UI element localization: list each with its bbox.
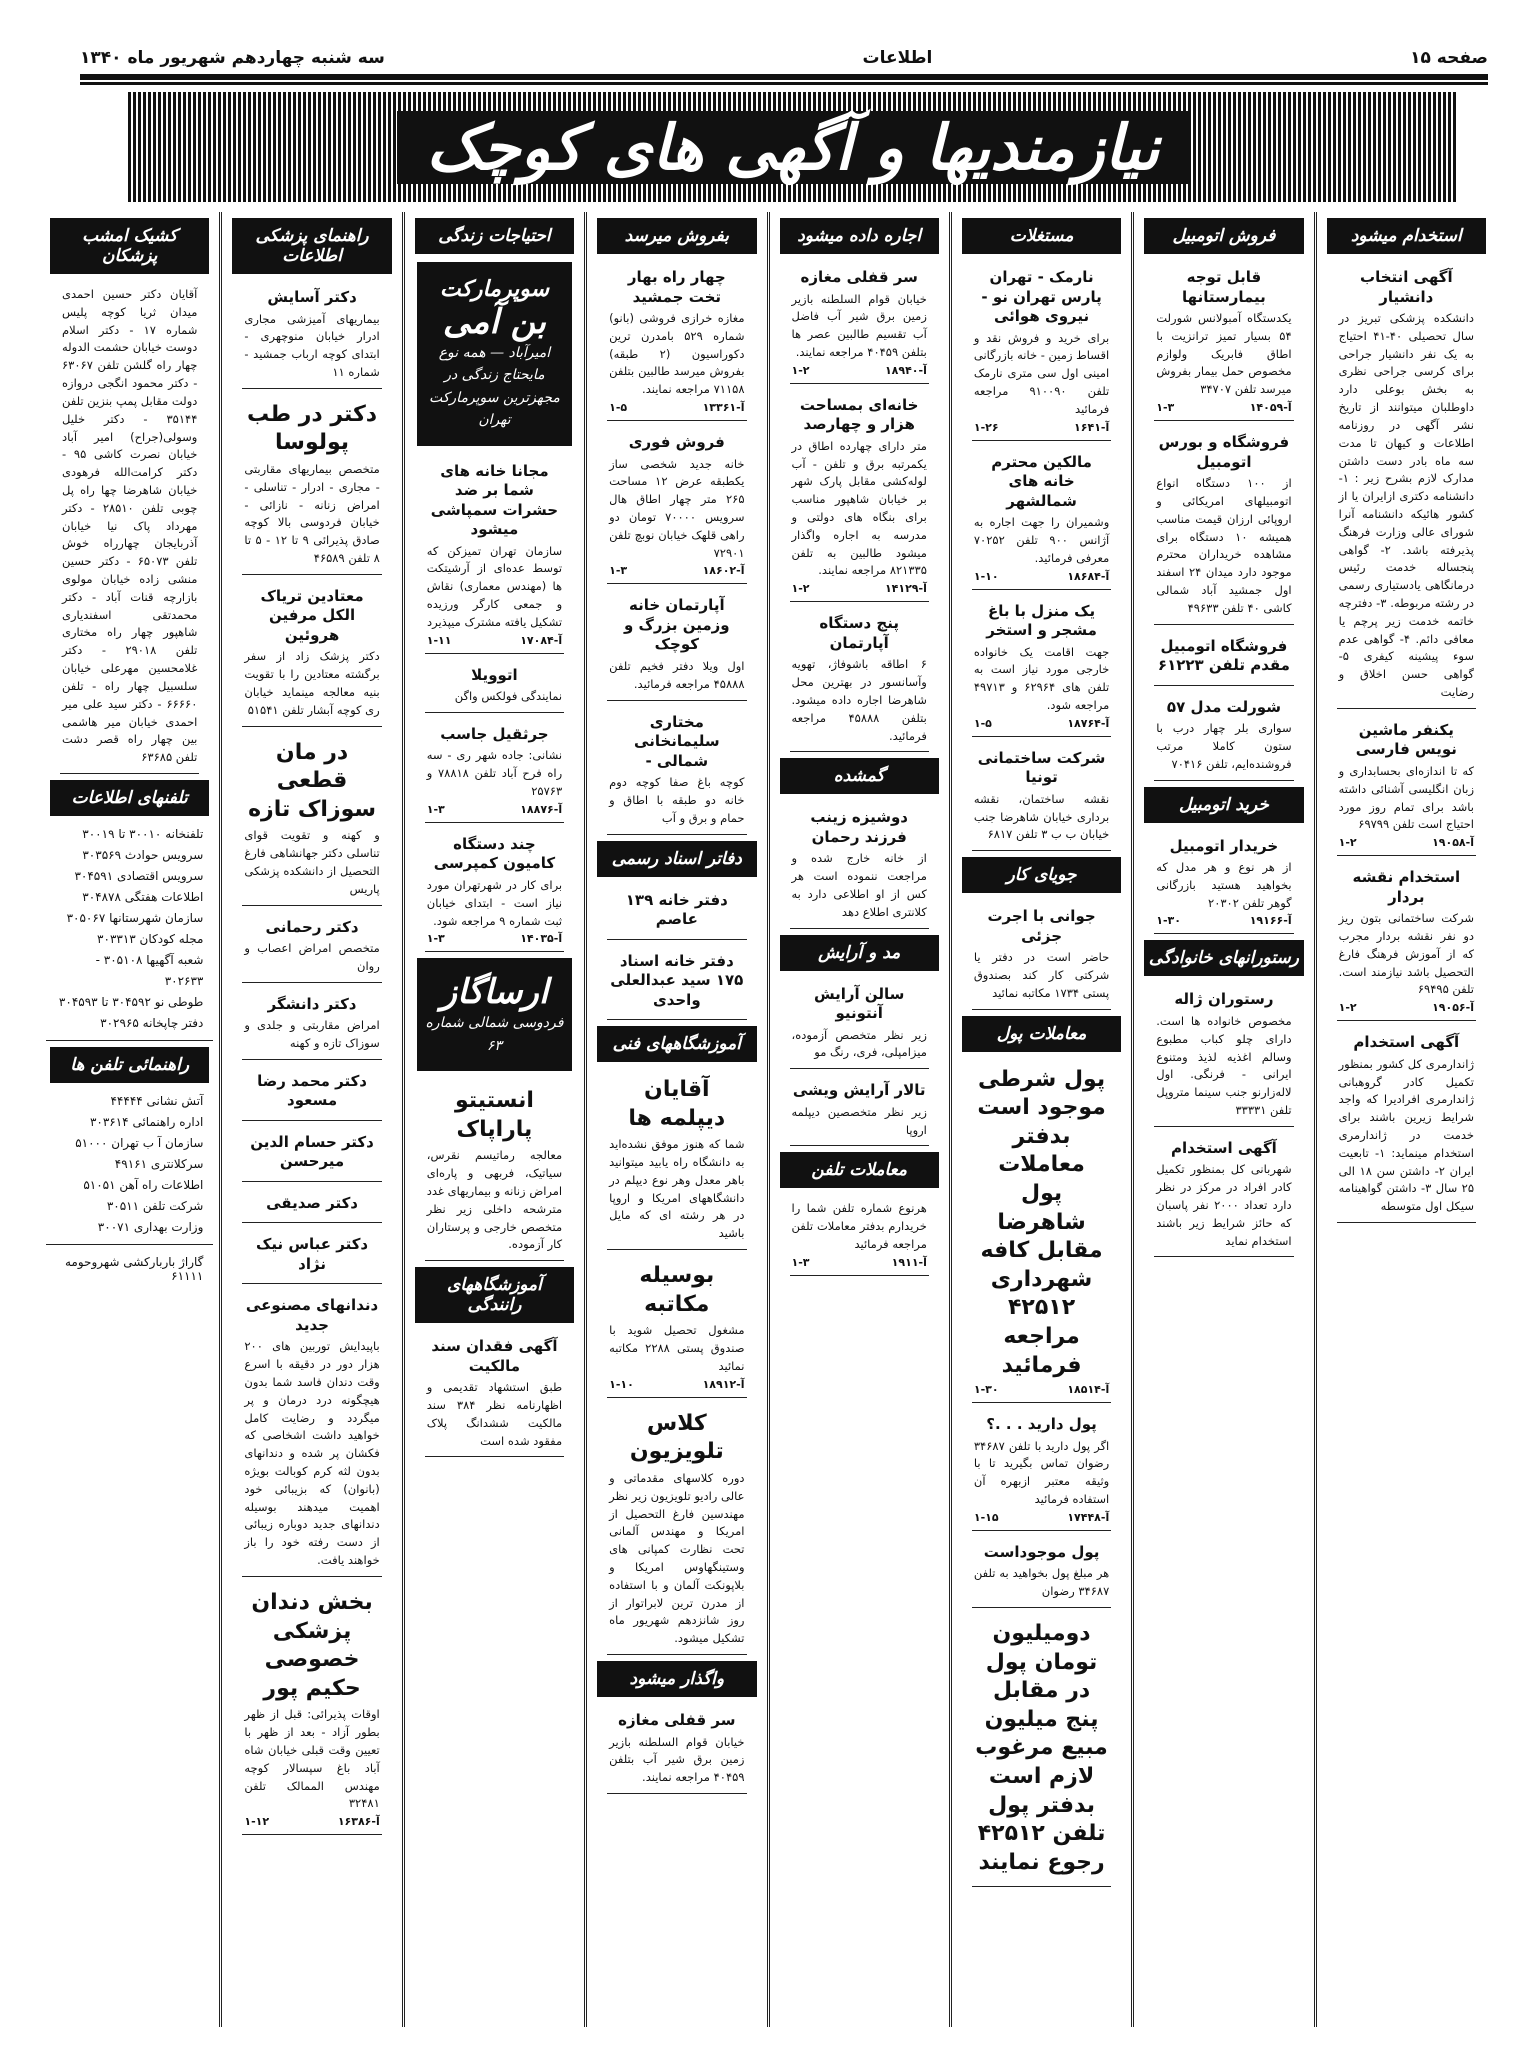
phone-list-item: اطلاعات راه آهن ۵۱۰۵۱ [83, 1177, 204, 1192]
ad-body: دکتر پزشک زاد از سفر برگشته معتادین را با تقویت بنیه معالجه مینماید خیابان ری کوچه آبشار تلفن ۵۱۵۴۱ [244, 649, 380, 717]
ad-body: از ۱۰۰ دستگاه انواع اتومبیلهای امریکائی و اروپائی ارزان قیمت مناسب همیشه ۱۰ دستگاه برای مشاهده خریداران محترم موجود دارد میدان ۲۴ اسفند اول جمشید آباد شمالی کاشی ۴۰ تلفن ۴۹۶۳۳ [1156, 476, 1292, 615]
classified-ad [1154, 427, 1293, 625]
ad-title: مختاری سلیمانخانی شمالی - [634, 712, 720, 770]
ad-body: ژاندارمری کل کشور بمنظور تکمیل کادر گروهبانی ژاندارمری افرادیرا که واجد شرایط زیرین باشند برای خدمت در ژاندارمری استخدام مینماید: ۱- تابعیت ایران ۲- داشتن سن ۱۸ الی ۲۵ سال ۳- داشتن گواهینامه سیکل اول متوسطه [1338, 1056, 1474, 1214]
ad-title: تالار آرایش ویشی [792, 1081, 926, 1100]
ad-reference [974, 1511, 1109, 1524]
ad-run-count: ۱-۳ [426, 932, 445, 946]
ad-run-count: ۱-۲ [1338, 1001, 1357, 1015]
ad-title: فروشگاه و بورس اتومبیل [1158, 433, 1290, 471]
ad-code: آ-۱۸۵۱۴ [1067, 1383, 1110, 1397]
display-ad-line: فردوسی شمالی شماره ۶۳ [425, 1015, 564, 1054]
ad-title: نارمک - تهران پارس تهران نو - نیروی هوائی [981, 268, 1102, 325]
ad-run-count: ۱-۲۶ [973, 420, 999, 434]
column [949, 212, 1131, 2027]
section-header: راهنمائی تلفن ها [50, 1047, 209, 1083]
ad-body: نشانی: جاده شهر ری - سه راه فرح آباد تلفن ۷۸۸۱۸ و ۲۵۷۶۳ [426, 748, 563, 799]
ad-code: آ-۱۸۸۷۶ [520, 802, 563, 816]
ad-run-count: ۱-۱۱ [426, 633, 452, 647]
ad-run-count: ۱-۲ [791, 363, 810, 377]
ad-run-count: ۱-۱۵ [973, 1510, 999, 1524]
classified-ad [425, 719, 564, 823]
ad-body: بیماریهای آمیزشی مجاری ادرار خیابان منوچهری - ابتدای کوچه ارباب جمشید - شماره ۱۱ [244, 311, 380, 379]
ad-title: پول شرطی موجود است بدفتر معاملات پول شاهرضا مقابل کافه شهرداری ۴۲۵۱۲ مراجعه فرمائید [977, 1066, 1106, 1378]
section-header: تلفنهای اطلاعات [50, 780, 209, 816]
phone-list-item: طوطی نو ۳۰۴۵۹۲ تا ۳۰۴۵۹۳ [58, 994, 204, 1009]
ad-reference [974, 1383, 1109, 1396]
ad-body: ۶ اطاقه باشوفاژ، تهویه وآسانسور در بهترین محل شاهرضا اجاره داده میشود. بتلفن ۴۵۸۸۸ مراجعه فرمائید. [791, 657, 927, 743]
section-header: گمشده [780, 758, 939, 794]
ad-title: دفتر خانه ۱۳۹ عاصم [625, 890, 728, 928]
classified-ad [607, 1070, 746, 1250]
ad-body: از خانه خارج شده و مراجعت ننموده است هر کس از او اطلاعی دارد به کلانتری اطلاع دهد [791, 851, 927, 919]
phone-list-item: سرویس اقتصادی ۳۰۴۵۹۱ [74, 868, 204, 883]
ad-body: اگر پول دارید با تلفن ۳۴۶۸۷ رضوان تماس بگیرید تا با وثیقه معتبر ازبهره آن استفاده فرمائید [973, 1438, 1110, 1507]
ad-title: یکنفر ماشین نویس فارسی [1355, 720, 1457, 759]
classified-ad [790, 1075, 929, 1146]
phone-list-item: آتش نشانی ۴۴۴۴۴ [110, 1093, 204, 1108]
ad-title: دکتر در طب پولوسا [247, 401, 378, 456]
phone-list-item: مجله کودکان ۳۰۳۳۱۳ [97, 931, 204, 946]
ad-body: متخصص بیماریهای مقاربتی - مجاری - ادرار - تناسلی - امراض زنانه - نازائی - خیابان فردوسی بالا کوچه صادق پذیرائی ۹ تا ۱۲ - ۵ تا ۸ تلفن ۴۶۵۸۹ [244, 461, 380, 565]
ad-run-count: ۱-۳۰ [1156, 914, 1181, 928]
ad-code: آ-۱۶۴۱ [1074, 420, 1110, 434]
section-header: استخدام میشود [1327, 218, 1486, 254]
ad-body: مخصوص خانواده ها است. دارای چلو کباب مطبوع وسالم اغذیه لذیذ ومتنوع ایرانی - فرنگی. اول لاله‌زارنو جنب سینما متروپل تلفن ۳۳۳۳۱ [1156, 1013, 1292, 1117]
column [40, 212, 219, 2027]
section-header: احتیاجات زندگی [415, 218, 574, 254]
ad-body: طبق استشهاد تقدیمی و اظهارنامه نظر ۳۸۴ سند مالکیت ششدانگ پلاک مفقود شده است [426, 1380, 563, 1448]
masthead-rule [80, 74, 1488, 82]
ad-title: رستوران ژاله [1174, 990, 1274, 1009]
ad-title: معتادین تریاک الکل مرفین هروئین [260, 586, 364, 644]
ad-body: وشمیران را جهت اجاره به آژانس ۹۰۰ تلفن ۷۰۲۵۲ معرفی فرمائید. [973, 515, 1110, 565]
ad-title: جوانی با اجرت جزئی [987, 907, 1096, 945]
classified-ad [242, 581, 381, 727]
ad-title: دکتر آسایش [267, 288, 357, 306]
section-header: آموزشگاههای فنی [597, 1026, 756, 1062]
ad-code: آ-۱۶۳۸۶ [337, 1815, 380, 1829]
classified-ad [425, 660, 564, 713]
classified-ad [790, 390, 929, 603]
ad-body: خیابان قوام السلطنه بازیر زمین برق شیر آب فاضل آب تقسیم طالبین عصر ها بتلفن ۴۰۴۵۹ مراجعه نمایند. [791, 291, 927, 359]
phone-list [46, 1091, 213, 1245]
ad-title: آگهی استخدام [1171, 1138, 1277, 1157]
ad-title: دوشیزه زینب فرزند رحمان [810, 808, 908, 846]
phone-list-item: دفتر چاپخانه ۳۰۲۹۶۵ [100, 1015, 204, 1030]
ad-reference [427, 803, 562, 816]
section-header: معاملات تلفن [780, 1152, 939, 1188]
ad-title: شورلت مدل ۵۷ [1166, 697, 1281, 716]
ad-title: پول دارید . . .؟ [986, 1415, 1097, 1434]
ad-title: کلاس تلویزیون [629, 1410, 724, 1465]
ad-body: معالجه رماتیسم نقرس، سیاتیک، فربهی و پاره‌ای امراض زنانه و بیماریهای غدد مترشحه داخلی زیر نظر متخصص خارجی و پرستاران کار آزموده. [426, 1148, 563, 1252]
ad-reference [427, 932, 562, 945]
display-ad [417, 958, 572, 1071]
ad-title: فروشگاه اتومبیل مقدم تلفن ۶۱۲۲۳ [1157, 636, 1290, 675]
ad-code: آ-۱۴۰۳۵ [520, 932, 563, 946]
column [402, 212, 584, 2027]
phone-list-item: سرویس حوادث ۳۰۳۵۶۹ [82, 847, 204, 862]
classified-ad [607, 885, 746, 940]
classified-ad [607, 707, 746, 835]
ad-title: بخش دندان پزشکی خصوصی حکیم پور [251, 1589, 373, 1701]
classified-ad [242, 1290, 381, 1577]
section-header: راهنمای پزشکی اطلاعات [232, 218, 391, 274]
ad-title: قابل توجه بیمارستانها [1182, 268, 1266, 306]
section-header: جویای کار [962, 857, 1121, 893]
ad-code: آ-۱۹۰۵۶ [1432, 1001, 1474, 1015]
classified-ad [242, 1229, 381, 1284]
section-header: آموزشگاههای رانندگی [415, 1267, 574, 1323]
ad-title: دکتر محمد رضا مسعود [257, 1071, 368, 1110]
ad-code: آ-۱۹۱۶۶ [1249, 914, 1292, 928]
ad-title: چند دستگاه کامیون کمپرسی [433, 834, 556, 873]
ad-body: دوره کلاسهای مقدماتی و عالی رادیو تلویزیون زیر نظر مهندسین فارغ التحصیل از امریکا و مهندس آلمانی تحت نظارت کمپانی های وستینگهاوس امریکا و بلاپونکت آلمان و با استفاده از مدرن ترین لابراتوار از روز شانزدهم شهریور ماه تشکیل میشود. [609, 1470, 745, 1646]
classified-ad [790, 1196, 929, 1275]
ad-title: دومیلیون تومان پول در مقابل پنج میلیون مبیع مرغوب لازم است بدفتر پول تلفن ۴۲۵۱۲ رجوع نمایند [975, 1621, 1108, 1875]
ad-body: اوقات پذیرائی: قبل از ظهر بطور آزاد - بعد از ظهر با تعیین وقت قبلی خیابان شاه آباد باغ سپسالار کوچه مهندس الممالک تلفن ۳۲۴۸۱ [244, 1707, 380, 1811]
phone-list-item: شرکت تلفن ۳۰۵۱۱ [106, 1198, 204, 1213]
footer-note: گاراژ باربارکشی شهروحومه ۶۱۱۱۱ [64, 1254, 204, 1283]
ad-reference [792, 582, 927, 595]
ad-body: زیر نظر متخصص آزموده، میزامپلی، فری، رنگ مو [791, 1027, 927, 1060]
display-ad-line: امیرآباد — همه نوع مایحتاج زندگی در مجهزترین سوپرمارکت تهران [429, 345, 560, 429]
display-ad [417, 262, 572, 446]
ad-title: خانه‌ای بمساحت هزار و چهارصد [799, 395, 919, 434]
ad-title: سر قفلی مغازه [618, 1711, 736, 1729]
ad-reference [974, 421, 1109, 434]
classified-ad [607, 427, 746, 584]
classified-ad [972, 1409, 1111, 1531]
ad-body: شرکت ساختمانی بتون ریز دو نفر نقشه بردار مجرب که از آموزش فرهنگ فارغ التحصیل باشد نیازمند است. تلفن ۶۹۴۹۵ [1338, 911, 1474, 997]
classified-ad [1337, 862, 1476, 1021]
classified-ad [425, 1081, 564, 1261]
ad-body: متخصص امراض اعصاب و روان [244, 941, 380, 973]
ad-reference [974, 570, 1109, 583]
ad-body: حاضر است در دفتر یا شرکتی کار کند بصندوق پستی ۱۷۳۴ مکاتبه نمائید [973, 950, 1110, 1000]
classified-ad [972, 1614, 1111, 1887]
ad-run-count: ۱-۳ [1156, 401, 1175, 415]
phone-list-item: اداره راهنمائی ۳۰۳۶۱۴ [89, 1114, 204, 1129]
ad-title: بوسیله مکاتبه [639, 1263, 715, 1317]
classifieds-banner [128, 92, 1458, 202]
ad-run-count: ۱-۵ [973, 716, 992, 730]
section-header: فروش اتومبیل [1144, 218, 1303, 254]
column [1314, 212, 1496, 2027]
ad-run-count: ۱-۳ [426, 802, 445, 816]
ad-body: دانشکده پزشکی تبریز در سال تحصیلی ۴۰-۴۱ احتیاج به یک نفر دانشیار جراحی برای کرسی جراحی نظری به بخش بوعلی دارد داوطلبان میتوانند از تاریخ نشر آگهی در روزنامه اطلاعات و کیهان تا مدت سه ماه بادر دست داشتن مدارک لازم بشرح زیر : ۱- دانشنامه دکتری ازایران یا از کشور هائیکه دانشنامه آنرا شورای عالی وزارت فرهنگ پذیرفته باشد. ۲- گواهی پنجساله خدمت رئیس درمانگاهی یادستیاری رسمی در رشته مربوطه. ۳- دفترچه خاتمه خدمت زیر پرچم یا معافی دائم. ۴- گواهی عدم سوء پیشینه کیفری ۵- گواهی حسن اخلاق و رضایت [1338, 311, 1475, 700]
classified-ad [1154, 631, 1293, 686]
ad-reference [1339, 836, 1474, 849]
phone-list-item: وزارت بهداری ۳۰۰۷۱ [97, 1219, 204, 1234]
ad-reference [609, 564, 744, 577]
classified-ad [607, 946, 746, 1021]
classified-ad [607, 1705, 746, 1794]
column [219, 212, 401, 2027]
classified-ad [60, 282, 199, 774]
classified-ad [1154, 692, 1293, 781]
ad-title: آگهی انتخاب دانشیار [1360, 268, 1453, 306]
ad-title: آقایان دیپلمه ها [628, 1077, 726, 1131]
ad-run-count: ۱-۳ [791, 1255, 810, 1269]
ad-title: سر قفلی مغازه [800, 268, 918, 286]
ad-title: آپارتمان خانه وزمین بزرگ و کوچک [624, 596, 730, 654]
newspaper-name: اطلاعات [862, 48, 933, 68]
section-header: اجاره داده میشود [780, 218, 939, 254]
classified-ad [972, 743, 1111, 851]
classified-ad [1337, 715, 1476, 856]
classified-ad [242, 1583, 381, 1835]
phone-list-item: سرکلانتری ۴۹۱۶۱ [114, 1156, 204, 1171]
classified-ad [607, 1256, 746, 1398]
classified-ad [242, 989, 381, 1060]
ad-body: امراض مقاربتی و جلدی و سوزاک تازه و کهنه [244, 1018, 380, 1051]
classified-ad [972, 262, 1111, 441]
ad-code: آ-۱۷۴۴۸ [1067, 1510, 1110, 1524]
ad-title: دکتر صدیقی [266, 1193, 358, 1212]
ad-title: دکتر رحمانی [265, 917, 359, 936]
phone-list-item: تلفنخانه ۳۰۰۱۰ تا ۳۰۰۱۹ [82, 826, 204, 841]
ad-run-count: ۱-۳ [609, 564, 628, 578]
ad-run-count: ۱-۲ [791, 582, 810, 596]
ad-body: زیر نظر متخصصین دیپلمه اروپا [791, 1104, 927, 1137]
ad-title: انستیتو پاراپاک [454, 1088, 534, 1142]
ad-reference [609, 1378, 744, 1391]
ad-body: خانه جدید شخصی ساز یکطبقه عرض ۱۲ مساحت ۲۶۵ متر چهار اطاق هال سرویس ۷۰۰۰۰ تومان دو راهی قلهک خیابان نوبچ تلفن ۷۲۹۰۱ [609, 456, 745, 560]
ad-reference [427, 634, 562, 647]
ad-body: نقشه ساختمان، نقشه برداری خیابان شاهرضا جنب خیابان ب ب ۳ تلفن ۶۸۱۷ [973, 791, 1110, 842]
classified-ad [607, 262, 746, 421]
ad-body: آقایان دکتر حسین احمدی میدان ثریا کوچه پلیس شماره ۱۷ - دکتر اسلام دوست خیابان حشمت الدوله چهار راه گلشن تلفن ۶۳۰۶۷ - دکتر محمود انگجی دروازه دولت مقابل پمپ بنزین تلفن ۳۵۱۴۴ - دکتر خلیل وسولی(جراح) امیر آباد خیابان نصرت کاشی ۹۵ - دکتر کرامت‌الله فرهودی خیابان شاهرضا چها راه پل چوبی تلفن ۲۸۵۱۰ - دکتر مهرداد پاک نیا خیابان آذربایجان چهارراه خوش تلفن ۶۵۰۷۳ - دکتر حسین منشی زاده خیابان مولوی بازارچه قنات آباد - دکتر محمدتقی اسفندیاری شاهپور چهار راه مختاری تلفن ۲۹۰۱۸ - دکتر غلامحسین مهرعلی خیابان سلسبیل چهار راه - تلفن ۶۶۶۶۰ - دکتر سید علی میر احمدی خیابان میر هاشمی بین چهار راه قصر دشت تلفن ۶۳۶۸۵ [62, 287, 198, 765]
classified-ad [242, 282, 381, 389]
section-header: مد و آرایش [780, 935, 939, 971]
section-header: واگذار میشود [597, 1661, 756, 1697]
classified-ad [425, 829, 564, 952]
classified-ad [242, 1188, 381, 1224]
ad-code: آ-۱۸۶۸۴ [1067, 569, 1110, 583]
ad-body: هرنوع شماره تلفن شما را خریدارم بدفتر معاملات تلفن مراجعه فرمائید [791, 1201, 927, 1251]
classified-ad [242, 733, 381, 906]
ad-reference [1156, 401, 1291, 414]
ad-reference [1156, 914, 1291, 927]
ad-run-count: ۱-۵ [609, 401, 628, 415]
ad-title: مجانا خانه های شما بر ضد حشرات سمپاشی میشود [430, 461, 559, 539]
ad-body: جهت اقامت یک خانواده خارجی مورد نیاز است به تلفن های ۶۲۹۶۴ و ۴۹۷۱۳ مراجعه شود. [973, 644, 1110, 712]
ad-title: شرکت ساختمانی تونیا [977, 748, 1106, 787]
ad-title: یک منزل با باغ مشجر و استخر [986, 601, 1097, 639]
phone-list-item: اطلاعات هفتگی ۳۰۴۸۷۸ [82, 889, 204, 904]
ad-title: اتوویلا [471, 665, 518, 684]
banner-title: نیازمندیها و آگهی های کوچک [397, 111, 1190, 184]
classified-ad [242, 912, 381, 983]
section-header: رستورانهای خانوادگی [1144, 940, 1303, 976]
ad-run-count: ۱-۱۲ [244, 1815, 270, 1829]
classifieds-columns [40, 212, 1496, 2027]
ad-title: سالن آرایش آنتونیو [813, 984, 905, 1023]
ad-run-count: ۱-۱۰ [609, 1377, 634, 1391]
page-number: صفحه ۱۵ [1410, 48, 1488, 68]
classified-ad [972, 901, 1111, 1009]
ad-body: شهربانی کل بمنظور تکمیل کادر افراد در مرکز در نظر دارد تعداد ۲۰۰۰ نفر پاسبان که حائز شرایط زیر باشند استخدام نماید [1156, 1162, 1292, 1248]
ad-body: اول ویلا دفتر فخیم تلفن ۴۵۸۸۸ مراجعه فرمائید. [609, 658, 745, 691]
ad-body: باپیدایش توربین های ۲۰۰ هزار دور در دقیقه با اسرع وقت دندان فاسد شما بدون هیچگونه درد درمان و پر میگردد و رضایت کامل خواهید داشت اشخاصی که فکشان پر شده و دندانهای بدون لثه کرم کوبالت بویژه (بانوان) که بزیبائی خود اهمیت میدهند بوسیله دندانهای جدید دوباره زیبائی از دست رفته خود را باز خواهند یافت. [244, 1339, 380, 1568]
ad-reference [244, 1815, 379, 1828]
ad-body: شما که هنوز موفق نشده‌اید به دانشگاه راه یابید میتوانید باهر معدل وهر نوع دیپلم در دانشگاههای امریکا و اروپا در هر رشته ای که مایل باشید [609, 1137, 745, 1241]
ad-title: استخدام نقشه بردار [1352, 868, 1461, 906]
classified-ad [1154, 1133, 1293, 1258]
section-header: کشیک امشب پزشکان [50, 218, 209, 274]
display-ad-line: ارساگاز [440, 972, 549, 1013]
ad-body: نمایندگی فولکس واگن [454, 689, 563, 704]
column [767, 212, 949, 2027]
phone-list [46, 824, 213, 1041]
ad-title: آگهی استخدام [1353, 1033, 1460, 1052]
ad-title: آگهی فقدان سند مالکیت [431, 1337, 558, 1375]
ad-body: مغازه خرازی فروشی (بانو) شماره ۵۲۹ بامدرن ترین دکوراسیون (۲ طبقه) بفروش میرسد طالبین بتلفن ۷۱۱۵۸ مراجعه نمایند. [609, 311, 745, 397]
ad-run-count: ۱-۱۰ [973, 569, 999, 583]
phone-list-item: سازمان شهرستانها ۳۰۵۰۶۷ [66, 910, 204, 925]
ad-code: آ-۱۹۱۱ [891, 1255, 927, 1269]
classified-ad [790, 608, 929, 752]
ad-title: چهار راه بهار تخت جمشید [627, 268, 726, 306]
classified-ad [790, 262, 929, 384]
ad-code: آ-۱۴۰۵۹ [1249, 401, 1292, 415]
column [584, 212, 766, 2027]
ad-code: آ-۱۸۹۱۲ [702, 1377, 745, 1391]
ad-body: مشغول تحصیل شوید با صندوق پستی ۲۲۸۸ مکاتبه نمائید [609, 1323, 745, 1373]
section-header: بفروش میرسد [597, 218, 756, 254]
classified-ad [1337, 1027, 1476, 1223]
classified-ad [972, 447, 1111, 590]
ad-code: آ-۱۴۱۲۹ [884, 582, 927, 596]
ad-reference [609, 401, 744, 414]
classified-ad [790, 802, 929, 928]
phone-list-item: شعبه آگهیها ۳۰۵۱۰۸ - ۳۰۲۶۳۳ [95, 952, 204, 988]
classified-ad [790, 979, 929, 1070]
classified-ad [242, 1127, 381, 1182]
classified-ad [242, 395, 381, 575]
ad-body: متر دارای چهارده اطاق در یکمرتبه برق و تلفن - آب لوله‌کشی مقابل پارک شهر بر خیابان شاهپور مناسب برای بنگاه های دولتی و مدرسه به اجاره واگذار میشود طالبین به تلفن ۸۲۱۳۳۵ مراجعه نمایند. [791, 438, 927, 578]
ad-body: برای خرید و فروش نقد و اقساط زمین - خانه بازرگانی امینی اول سی متری نارمک تلفن ۹۱۰۰۹۰ مراجعه فرمائید [973, 330, 1110, 416]
ad-title: دکتر عباس نیک نژاد [255, 1235, 369, 1273]
classified-ad [972, 596, 1111, 737]
ad-reference [1339, 1001, 1474, 1014]
ad-body: سواری بلر چهار درب با ستون کاملا مرتب فروشنده‌ایم، تلفن ۷۰۴۱۶ [1156, 721, 1292, 771]
ad-code: آ-۱۸۹۴۰ [884, 363, 927, 377]
ad-body: و کهنه و تقویت قوای تناسلی دکتر جهانشاهی فارغ التحصیل از دانشکده پزشکی پاریس [244, 828, 380, 896]
ad-title: پنج دستگاه آپارتمان [819, 614, 899, 652]
ad-code: آ-۱۹۰۵۸ [1432, 836, 1474, 850]
ad-body: برای کار در شهرتهران مورد نیاز است - ابتدای خیابان ثبت شماره ۹ مراجعه شود. [426, 877, 563, 928]
classified-ad [242, 1066, 381, 1121]
ad-title: پول موجوداست [983, 1542, 1100, 1561]
ad-title: دکتر دانشگر [267, 994, 357, 1013]
classified-ad [1154, 984, 1293, 1126]
ad-title: در مان قطعی سوزاک تازه [248, 739, 377, 822]
ad-body: سازمان تهران تمیزکن که توسط عده‌ای از آرشیتکت ها (مهندس معماری) نقاش و جمعی کارگر ورزیده تشکیل یافته مشترک میپذیرد [426, 543, 563, 629]
display-ad-line: سوپرمارکت [439, 276, 550, 302]
section-header: معاملات پول [962, 1016, 1121, 1052]
classified-ad [607, 590, 746, 700]
ad-body: که تا اندازه‌ای بحسابداری و زبان انگلیسی آشنائی داشته باشد برای تمام روز مورد احتیاج است تلفن ۶۹۷۹۹ [1338, 763, 1474, 832]
ad-reference [792, 1256, 927, 1269]
ad-title: فروش فوری [628, 433, 725, 452]
ad-body: هر مبلغ پول بخواهید به تلفن ۳۴۶۸۷ رضوان [973, 1566, 1110, 1599]
ad-title: دکتر حسام الدین میرحسن [250, 1132, 374, 1171]
ad-title: دندانهای مصنوعی جدید [245, 1296, 379, 1334]
ad-run-count: ۱-۳۰ [973, 1383, 999, 1397]
section-header: مستغلات [962, 218, 1121, 254]
section-header: دفاتر اسناد رسمی [597, 841, 756, 877]
ad-title: خریدار اتومبیل [1169, 836, 1279, 855]
ad-body: خیابان قوام السلطنه بازیر زمین برق شیر آب بتلفن ۴۰۴۵۹ مراجعه نمایند. [609, 1734, 745, 1785]
classified-ad [607, 1404, 746, 1655]
ad-reference [974, 717, 1109, 730]
ad-reference [792, 364, 927, 377]
masthead [80, 44, 1488, 72]
ad-body: از هر نوع و هر مدل که بخواهید هستید بازرگانی گوهر تلفن ۲۰۳۰۲ [1156, 860, 1292, 910]
classified-ad [1337, 262, 1476, 709]
ad-run-count: ۱-۲ [1338, 836, 1357, 850]
ad-title: دفتر خانه اسناد ۱۷۵ سید عبدالعلی واحدی [610, 951, 744, 1009]
display-ad-line: بن آمی [442, 302, 547, 342]
ad-body: یکدستگاه آمبولانس شورلت ۵۴ بسیار تمیز ترانزیت با اطاق فابریک ولوازم مخصوص حمل بیمار بفروش میرسد تلفن ۳۴۷۰۷ [1156, 311, 1292, 397]
classified-ad [1154, 262, 1293, 421]
classified-ad [425, 456, 564, 654]
section-header: خرید اتومبیل [1144, 787, 1303, 823]
ad-body: کوچه باغ صفا کوچه دوم خانه دو طبقه با اطاق و حمام و برق و آب [609, 775, 745, 825]
ad-title: جرثقیل جاسب [440, 724, 549, 743]
classified-ad [972, 1060, 1111, 1404]
phone-list-item: سازمان آ ب تهران ۵۱۰۰۰ [75, 1135, 204, 1150]
classified-ad [425, 1331, 564, 1457]
issue-date: سه شنبه چهاردهم شهریور ماه ۱۳۴۰ [80, 48, 385, 68]
classified-ad [1154, 831, 1293, 935]
ad-code: آ-۱۷۰۸۴ [520, 633, 563, 647]
ad-code: آ-۱۸۷۶۴ [1067, 716, 1110, 730]
ad-code: آ-۱۸۶۰۲ [702, 564, 745, 578]
classified-ad [972, 1537, 1111, 1608]
column [1131, 212, 1313, 2027]
ad-code: آ-۱۳۳۶۱ [702, 401, 745, 415]
ad-title: مالکین محترم خانه های شمالشهر [991, 452, 1092, 510]
